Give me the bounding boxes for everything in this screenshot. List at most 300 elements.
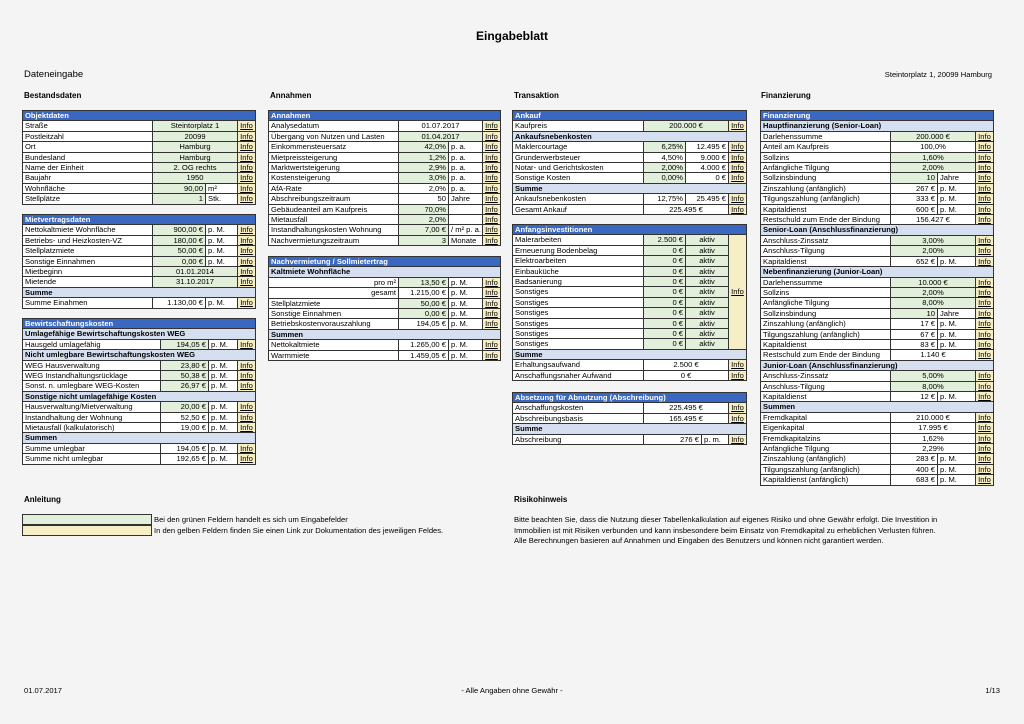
unit-field[interactable]: aktiv bbox=[686, 245, 729, 255]
value-field[interactable]: 0,00% bbox=[644, 173, 686, 183]
unit-field: m² bbox=[206, 183, 238, 193]
unit-field: p. M. bbox=[206, 256, 238, 266]
info-link[interactable]: Info bbox=[978, 423, 991, 433]
table-row bbox=[513, 266, 747, 276]
row-label: Sonstige Einnahmen bbox=[269, 309, 399, 319]
row-label: Zinszahlung (anfänglich) bbox=[761, 319, 891, 329]
info-cell bbox=[483, 340, 501, 350]
row-label: Mietausfall (kalkulatorisch) bbox=[23, 423, 161, 433]
table-row bbox=[23, 194, 256, 204]
info-link[interactable]: Info bbox=[485, 142, 498, 152]
table-row bbox=[761, 256, 994, 266]
info-link[interactable]: Info bbox=[240, 163, 253, 173]
table-row bbox=[761, 319, 994, 329]
table-row bbox=[269, 152, 501, 162]
row-label: Abschreibungszeitraum bbox=[269, 194, 399, 204]
value-field[interactable]: 3 bbox=[399, 235, 449, 245]
value-field[interactable]: 7,00 € bbox=[399, 225, 449, 235]
info-link[interactable]: Info bbox=[978, 277, 991, 287]
info-cell bbox=[483, 152, 501, 162]
info-cell bbox=[976, 298, 994, 308]
info-link[interactable]: Info bbox=[731, 173, 744, 183]
info-link[interactable]: Info bbox=[978, 152, 991, 162]
row-label: Restschuld zum Ende der Bindung bbox=[761, 215, 891, 225]
info-cell bbox=[238, 235, 256, 245]
value-field[interactable]: 20099 bbox=[153, 131, 238, 141]
table-row bbox=[761, 204, 994, 214]
row-label: Summe nicht umlegbar bbox=[23, 454, 161, 464]
info-cell bbox=[976, 329, 994, 339]
unit-field[interactable]: aktiv bbox=[686, 256, 729, 266]
info-cell bbox=[976, 246, 994, 256]
row-label: Mietende bbox=[23, 277, 153, 287]
row-label: Anfängliche Tilgung bbox=[761, 444, 891, 454]
value-field[interactable]: 900,00 € bbox=[153, 225, 206, 235]
row-label: Sonstige Einnahmen bbox=[23, 256, 153, 266]
table-row bbox=[23, 443, 256, 453]
table-row bbox=[23, 183, 256, 193]
value-field[interactable]: 26,97 € bbox=[161, 381, 209, 391]
info-link[interactable]: Info bbox=[485, 298, 498, 308]
info-cell bbox=[729, 413, 747, 423]
row-label: pro m² bbox=[269, 277, 399, 287]
section-label: Summe bbox=[23, 287, 256, 297]
row-label: Anschaffungskosten bbox=[513, 403, 644, 413]
section-label: Ankaufsnebenkosten bbox=[513, 131, 747, 141]
unit-field: p. a. bbox=[449, 142, 483, 152]
value-field[interactable]: 1950 bbox=[153, 173, 238, 183]
section-label: Nebenfinanzierung (Junior-Loan) bbox=[761, 267, 994, 277]
table-row bbox=[23, 131, 256, 141]
info-link[interactable]: Info bbox=[240, 360, 253, 370]
value-field[interactable]: 1,2% bbox=[399, 152, 449, 162]
value-field[interactable]: 42,0% bbox=[399, 142, 449, 152]
info-link[interactable]: Info bbox=[978, 329, 991, 339]
table-row bbox=[23, 142, 256, 152]
value-field: 67 € bbox=[891, 329, 938, 339]
info-link[interactable]: Info bbox=[978, 183, 991, 193]
info-link[interactable]: Info bbox=[978, 256, 991, 266]
value-field[interactable]: 10.000 € bbox=[891, 277, 976, 287]
info-link[interactable]: Info bbox=[240, 121, 253, 131]
info-link[interactable]: Info bbox=[240, 423, 253, 433]
row-label: Anschluss-Tilgung bbox=[761, 246, 891, 256]
info-link[interactable]: Info bbox=[240, 183, 253, 193]
table-header: Objektdaten bbox=[23, 111, 256, 121]
row-label: Abschreibungsbasis bbox=[513, 413, 644, 423]
value-field[interactable]: 01.01.2014 bbox=[153, 267, 238, 277]
value-field[interactable]: 50,00 € bbox=[153, 246, 206, 256]
info-cell bbox=[976, 444, 994, 454]
table-row bbox=[761, 371, 994, 381]
info-cell bbox=[976, 152, 994, 162]
row-label: Kapitaldienst bbox=[761, 256, 891, 266]
table-row bbox=[23, 256, 256, 266]
info-link[interactable]: Info bbox=[240, 298, 253, 308]
table-row bbox=[513, 204, 747, 214]
value-field[interactable]: 200.000 € bbox=[891, 131, 976, 141]
info-link[interactable]: Info bbox=[240, 194, 253, 204]
legend-green-text: Bei den grünen Feldern handelt es sich um Eingabefelder bbox=[154, 515, 348, 524]
value-field[interactable]: 1 bbox=[153, 194, 206, 204]
value-field[interactable]: 50,38 € bbox=[161, 371, 209, 381]
info-link[interactable]: Info bbox=[978, 350, 991, 360]
section-row bbox=[761, 121, 994, 131]
table-header: Anfangsinvestitionen bbox=[513, 225, 747, 235]
info-link[interactable]: Info bbox=[978, 142, 991, 152]
table-row bbox=[513, 256, 747, 266]
table-bewirtschaftungskosten bbox=[22, 318, 255, 465]
table-row bbox=[269, 204, 501, 214]
table-row bbox=[269, 183, 501, 193]
info-link[interactable]: Info bbox=[978, 308, 991, 318]
value-field[interactable]: 0 € bbox=[644, 256, 686, 266]
info-link[interactable]: Info bbox=[978, 235, 991, 245]
value-field[interactable]: 0 € bbox=[644, 287, 686, 297]
row-label: Sollzinsbindung bbox=[761, 308, 891, 318]
value-field[interactable]: 180,00 € bbox=[153, 235, 206, 245]
info-link[interactable]: Info bbox=[485, 225, 498, 235]
unit-field[interactable]: aktiv bbox=[686, 287, 729, 297]
table-header: Nachvermietung / Sollmietertrag bbox=[269, 257, 501, 267]
value-field: 225.495 € bbox=[644, 403, 729, 413]
row-label: Sonstige Kosten bbox=[513, 173, 644, 183]
info-link[interactable]: Info bbox=[485, 215, 498, 225]
info-cell bbox=[976, 464, 994, 474]
info-link[interactable]: Info bbox=[240, 142, 253, 152]
table-row bbox=[269, 298, 501, 308]
info-link[interactable]: Info bbox=[731, 403, 744, 413]
value-field[interactable]: 2,00% bbox=[891, 246, 976, 256]
info-cell bbox=[976, 391, 994, 401]
value-field[interactable]: 10 bbox=[891, 308, 938, 318]
value-field: 4,50% bbox=[644, 152, 686, 162]
row-label: Tilgungszahlung (anfänglich) bbox=[761, 464, 891, 474]
row-label: Kapitaldienst bbox=[761, 391, 891, 401]
info-cell bbox=[976, 287, 994, 297]
table-row bbox=[513, 308, 747, 318]
value-field[interactable]: 8,00% bbox=[891, 381, 976, 391]
info-link[interactable]: Info bbox=[978, 381, 991, 391]
info-link[interactable]: Info bbox=[978, 454, 991, 464]
unit-field[interactable]: aktiv bbox=[686, 339, 729, 349]
info-link[interactable]: Info bbox=[240, 277, 253, 287]
value-field[interactable]: 0,00 € bbox=[153, 256, 206, 266]
info-link[interactable]: Info bbox=[978, 194, 991, 204]
info-link[interactable]: Info bbox=[978, 412, 991, 422]
info-link[interactable]: Info bbox=[240, 267, 253, 277]
unit-field: p. M. bbox=[209, 443, 238, 453]
table-row bbox=[269, 350, 501, 360]
unit-field[interactable]: aktiv bbox=[686, 329, 729, 339]
unit-field: p. M. bbox=[209, 412, 238, 422]
value-field[interactable]: 50,00 € bbox=[399, 298, 449, 308]
row-label: Einbauküche bbox=[513, 266, 644, 276]
section-row bbox=[761, 360, 994, 370]
info-cell bbox=[238, 298, 256, 308]
info-link[interactable]: Info bbox=[485, 204, 498, 214]
value-field[interactable]: 31.10.2017 bbox=[153, 277, 238, 287]
table-row bbox=[513, 194, 747, 204]
info-link[interactable]: Info bbox=[978, 391, 991, 401]
value-field[interactable]: 194,05 € bbox=[161, 339, 209, 349]
info-link[interactable]: Info bbox=[978, 444, 991, 453]
info-link[interactable]: Info bbox=[978, 204, 991, 214]
info-link[interactable]: Info bbox=[978, 371, 991, 381]
info-link[interactable]: Info bbox=[731, 194, 744, 204]
row-label: WEG Hausverwaltung bbox=[23, 360, 161, 370]
info-link[interactable]: Info bbox=[240, 402, 253, 412]
unit-field: p. M. bbox=[938, 391, 976, 401]
unit-field: Jahre bbox=[938, 173, 976, 183]
info-link[interactable]: Info bbox=[240, 443, 253, 453]
unit-field: p. M. bbox=[209, 423, 238, 433]
value-field[interactable]: 0 € bbox=[644, 339, 686, 349]
unit-field[interactable]: aktiv bbox=[686, 235, 729, 245]
value-field[interactable]: 13,50 € bbox=[399, 277, 449, 287]
info-link[interactable]: Info bbox=[240, 152, 253, 162]
section-label: Summe bbox=[513, 349, 747, 359]
info-link[interactable]: Info bbox=[240, 225, 253, 235]
section-label: Nicht umlegbare Bewirtschaftungskosten WEG bbox=[23, 350, 256, 360]
info-link[interactable]: Info bbox=[731, 142, 744, 152]
info-link[interactable]: Info bbox=[485, 173, 498, 183]
info-link[interactable]: Info bbox=[731, 370, 744, 380]
row-label: Abschreibung bbox=[513, 434, 644, 444]
table-row bbox=[23, 121, 256, 131]
info-link[interactable]: Info bbox=[485, 131, 498, 141]
table-row bbox=[513, 287, 747, 297]
value-field[interactable]: 2,00% bbox=[644, 163, 686, 173]
info-link[interactable]: Info bbox=[240, 173, 253, 183]
info-link[interactable]: Info bbox=[240, 339, 253, 349]
info-cell bbox=[976, 423, 994, 433]
value-field: 17.995 € bbox=[891, 423, 976, 433]
info-link[interactable]: Info bbox=[731, 287, 744, 297]
value-field[interactable]: 0 € bbox=[644, 266, 686, 276]
unit-field[interactable]: aktiv bbox=[686, 277, 729, 287]
value-field[interactable]: 6,25% bbox=[644, 142, 686, 152]
info-link[interactable]: Info bbox=[240, 246, 253, 256]
info-link[interactable]: Info bbox=[978, 464, 991, 474]
unit-field[interactable]: aktiv bbox=[686, 318, 729, 328]
info-link[interactable]: Info bbox=[978, 298, 991, 308]
info-cell bbox=[976, 204, 994, 214]
unit-field: p. M. bbox=[209, 402, 238, 412]
table-row bbox=[23, 277, 256, 287]
value-field[interactable]: 2.500 € bbox=[644, 235, 686, 245]
value-field[interactable]: 2,0% bbox=[399, 215, 449, 225]
table-row bbox=[513, 245, 747, 255]
unit-field: p. a. bbox=[449, 183, 483, 193]
info-link[interactable]: Info bbox=[978, 173, 991, 183]
value-field[interactable]: 10 bbox=[891, 173, 938, 183]
value-field[interactable]: 0 € bbox=[644, 245, 686, 255]
info-link[interactable]: Info bbox=[978, 319, 991, 329]
info-cell bbox=[238, 173, 256, 183]
info-link[interactable]: Info bbox=[485, 319, 498, 329]
info-link[interactable]: Info bbox=[978, 131, 991, 141]
info-link[interactable]: Info bbox=[978, 163, 991, 173]
info-link[interactable]: Info bbox=[240, 256, 253, 266]
unit-field[interactable]: aktiv bbox=[686, 266, 729, 276]
info-cell bbox=[729, 163, 747, 173]
section-bestandsdaten: Bestandsdaten bbox=[24, 91, 82, 100]
row-label: Nettokaltmiete bbox=[269, 340, 399, 350]
row-label: WEG Instandhaltungsrücklage bbox=[23, 371, 161, 381]
value-field[interactable]: 8,00% bbox=[891, 298, 976, 308]
info-link[interactable]: Info bbox=[485, 121, 498, 131]
value-field: 1.140 € bbox=[891, 350, 976, 360]
info-link[interactable]: Info bbox=[731, 152, 744, 162]
section-label: Kaltmiete Wohnfläche bbox=[269, 267, 501, 277]
value-field[interactable]: 0 € bbox=[644, 318, 686, 328]
value-field[interactable]: Hamburg bbox=[153, 152, 238, 162]
info-link[interactable]: Info bbox=[731, 413, 744, 423]
info-link[interactable]: Info bbox=[485, 288, 498, 298]
info-link[interactable]: Info bbox=[731, 360, 744, 370]
table-mietvertragsdaten bbox=[22, 214, 255, 309]
row-label: Anschaffungsnaher Aufwand bbox=[513, 370, 644, 380]
value-field: 2.500 € bbox=[644, 360, 729, 370]
table-row bbox=[761, 194, 994, 204]
unit-field[interactable]: aktiv bbox=[686, 308, 729, 318]
value-field[interactable]: 90,00 bbox=[153, 183, 206, 193]
table-row bbox=[761, 339, 994, 349]
info-link[interactable]: Info bbox=[240, 412, 253, 422]
value-field[interactable]: 3,0% bbox=[399, 173, 449, 183]
value-field[interactable]: 200.000 € bbox=[644, 121, 729, 131]
info-cell bbox=[729, 235, 747, 349]
value-field[interactable]: 0 € bbox=[644, 308, 686, 318]
value-field[interactable]: 0 € bbox=[644, 297, 686, 307]
value-field[interactable]: 2,00% bbox=[891, 287, 976, 297]
info-link[interactable]: Info bbox=[731, 204, 744, 214]
info-link[interactable]: Info bbox=[731, 163, 744, 173]
unit-field: p. M. bbox=[449, 319, 483, 329]
row-label: Malerarbeiten bbox=[513, 235, 644, 245]
info-link[interactable]: Info bbox=[485, 340, 498, 350]
risiko-title: Risikohinweis bbox=[514, 495, 568, 504]
value-field[interactable]: 2,9% bbox=[399, 163, 449, 173]
table-abschreibung bbox=[512, 392, 746, 445]
table-row bbox=[23, 371, 256, 381]
value-field: 156.427 € bbox=[891, 215, 976, 225]
table-row bbox=[513, 370, 747, 380]
row-label: Restschuld zum Ende der Bindung bbox=[761, 350, 891, 360]
value-field: 2,0% bbox=[399, 183, 449, 193]
info-link[interactable]: Info bbox=[731, 434, 744, 444]
value-field[interactable]: 1,60% bbox=[891, 152, 976, 162]
value-field[interactable]: 5,00% bbox=[891, 371, 976, 381]
table-row bbox=[513, 329, 747, 339]
value-field[interactable]: 01.04.2017 bbox=[399, 131, 483, 141]
section-transaktion: Transaktion bbox=[514, 91, 559, 100]
info-link[interactable]: Info bbox=[240, 235, 253, 245]
value-field[interactable]: 20,00 € bbox=[161, 402, 209, 412]
info-link[interactable]: Info bbox=[485, 152, 498, 162]
info-link[interactable]: Info bbox=[240, 131, 253, 141]
info-link[interactable]: Info bbox=[240, 381, 253, 391]
info-link[interactable]: Info bbox=[485, 350, 498, 360]
info-link[interactable]: Info bbox=[485, 163, 498, 173]
value-field: 12 € bbox=[891, 391, 938, 401]
section-label: Senior-Loan (Anschlussfinanzierung) bbox=[761, 225, 994, 235]
info-cell bbox=[483, 204, 501, 214]
value-field[interactable]: 0 € bbox=[644, 277, 686, 287]
value-field[interactable]: 2. OG rechts bbox=[153, 163, 238, 173]
row-label: Summe umlegbar bbox=[23, 443, 161, 453]
value-field[interactable]: 2,00% bbox=[891, 163, 976, 173]
table-row bbox=[23, 152, 256, 162]
row-label: Kaufpreis bbox=[513, 121, 644, 131]
row-label: Anschluss-Zinssatz bbox=[761, 371, 891, 381]
info-cell bbox=[976, 381, 994, 391]
value-field[interactable]: Hamburg bbox=[153, 142, 238, 152]
info-link[interactable]: Info bbox=[240, 454, 253, 464]
unit-field[interactable]: aktiv bbox=[686, 297, 729, 307]
info-link[interactable]: Info bbox=[978, 246, 991, 256]
unit-field: p. M. bbox=[209, 371, 238, 381]
table-header: Absetzung für Abnutzung (Abschreibung) bbox=[513, 393, 747, 403]
table-row bbox=[761, 287, 994, 297]
value-field: 1.215,00 € bbox=[399, 288, 449, 298]
info-link[interactable]: Info bbox=[978, 287, 991, 297]
table-row bbox=[23, 454, 256, 464]
table-row bbox=[269, 319, 501, 329]
table-row bbox=[269, 235, 501, 245]
row-label: Sollzinsbindung bbox=[761, 173, 891, 183]
info-link[interactable]: Info bbox=[485, 235, 498, 245]
value-field[interactable]: 3,00% bbox=[891, 235, 976, 245]
info-link[interactable]: Info bbox=[485, 309, 498, 319]
info-cell bbox=[976, 412, 994, 422]
info-link[interactable]: Info bbox=[978, 339, 991, 349]
info-link[interactable]: Info bbox=[978, 215, 991, 225]
table-header: Ankauf bbox=[513, 111, 747, 121]
info-link[interactable]: Info bbox=[731, 121, 744, 131]
value-field[interactable]: 0 € bbox=[644, 329, 686, 339]
unit-field: p. M. bbox=[449, 298, 483, 308]
table-row bbox=[761, 329, 994, 339]
value-field[interactable]: Steintorplatz 1 bbox=[153, 121, 238, 131]
info-link[interactable]: Info bbox=[485, 277, 498, 287]
info-cell bbox=[238, 183, 256, 193]
value-field[interactable]: 0,00 € bbox=[399, 309, 449, 319]
value-field: 01.07.2017 bbox=[399, 121, 483, 131]
value-field[interactable]: 70,0% bbox=[399, 204, 449, 214]
info-link[interactable]: Info bbox=[978, 433, 991, 443]
info-link[interactable]: Info bbox=[485, 183, 498, 193]
info-link[interactable]: Info bbox=[978, 475, 991, 485]
table-row bbox=[23, 225, 256, 235]
info-link[interactable]: Info bbox=[240, 371, 253, 381]
footer-date: 01.07.2017 bbox=[24, 686, 63, 695]
unit-field: p. M. bbox=[938, 194, 976, 204]
table-row bbox=[761, 298, 994, 308]
value-field: 276 € bbox=[644, 434, 702, 444]
table-row bbox=[269, 277, 501, 287]
unit-field: p. M. bbox=[209, 381, 238, 391]
table-row bbox=[513, 360, 747, 370]
value-field: 400 € bbox=[891, 464, 938, 474]
info-link[interactable]: Info bbox=[485, 194, 498, 204]
table-finanzierung bbox=[760, 110, 993, 486]
value-field[interactable]: 23,80 € bbox=[161, 360, 209, 370]
table-row bbox=[269, 340, 501, 350]
value-field: 683 € bbox=[891, 475, 938, 485]
section-row bbox=[513, 183, 747, 193]
